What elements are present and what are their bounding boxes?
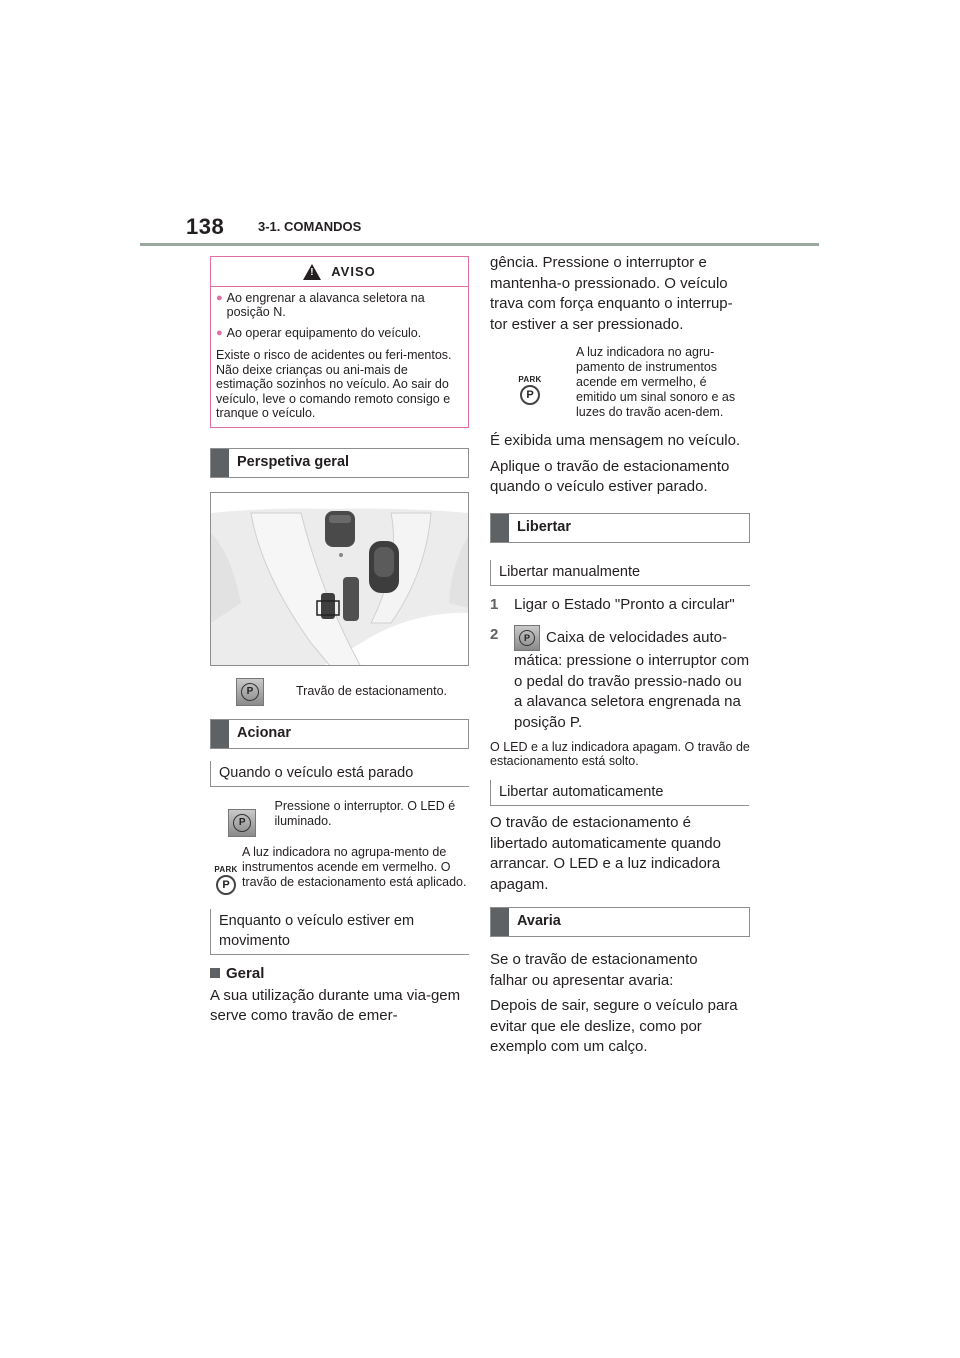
- lamp-text: A luz indicadora no agrupa-mento de instrumentos acende em vermelho. O travão de estacionamento está aplicado.: [242, 844, 467, 889]
- p-letter: P: [216, 875, 236, 895]
- release-note: O LED e a luz indicadora apagam. O travão de estacionamento está solto.: [490, 740, 750, 768]
- warning-box: [210, 256, 469, 428]
- step-number: 1: [490, 595, 499, 613]
- warning-title: AVISO: [331, 264, 376, 279]
- park-label: PARK: [518, 375, 542, 384]
- heading-bar: [491, 514, 509, 542]
- console-figure: [210, 492, 469, 666]
- parking-brake-switch-icon: [514, 625, 540, 651]
- step-text: Caixa de velocidades auto-mática: pressione o interruptor com o pedal do travão pressio-nado ou a alavanca seletora engrenada na posição P.: [514, 628, 750, 731]
- right-column: [490, 253, 750, 1058]
- warning-triangle-icon: [303, 264, 321, 280]
- heading-bar: [211, 720, 229, 748]
- general-bullet: [210, 965, 469, 982]
- message-text: É exibida uma mensagem no veículo.: [490, 432, 741, 449]
- icon-slot: [210, 799, 275, 837]
- bullet-dot-icon: ●: [216, 292, 223, 304]
- parking-brake-switch-icon: [236, 678, 264, 706]
- p-letter: P: [520, 385, 540, 405]
- operate-heading: [210, 719, 469, 749]
- overview-icon-row: [210, 678, 469, 706]
- warning-bullet: [211, 319, 468, 340]
- heading-bar: [491, 908, 509, 936]
- switch-text: Pressione o interruptor. O LED é iluminado.: [274, 798, 456, 828]
- release-heading: [490, 513, 750, 543]
- sub-heading-moving: Enquanto o veículo estiver em movimento: [210, 909, 469, 955]
- overview-icon-caption: Travão de estacionamento.: [296, 684, 448, 698]
- heading-bar: [211, 449, 229, 477]
- malfunction-heading-label: Avaria: [517, 913, 561, 929]
- malfunction-heading: [490, 907, 750, 937]
- step-number: 2: [490, 626, 499, 643]
- p-letter: P: [519, 630, 535, 646]
- inline-switch: [514, 625, 540, 651]
- release-step: [490, 595, 750, 616]
- warning-header: [211, 257, 468, 287]
- warning-bullet-text: Ao engrenar a alavanca seletora na posição N.: [226, 291, 425, 319]
- sub-heading-auto: Libertar automaticamente: [490, 780, 749, 806]
- p-letter: P: [241, 683, 259, 701]
- lamp-row: [210, 845, 469, 895]
- park-label: PARK: [214, 864, 238, 874]
- park-indicator-lamp-icon: [514, 375, 546, 405]
- overview-heading-label: Perspetiva geral: [237, 453, 350, 470]
- header-rule: [140, 243, 819, 246]
- operate-heading-label: Acionar: [237, 724, 291, 741]
- overview-heading: [210, 448, 469, 478]
- release-heading-label: Libertar: [517, 518, 571, 535]
- sub-heading-stopped: Quando o veículo está parado: [210, 761, 469, 787]
- console-illustration: [211, 493, 469, 666]
- icon-slot: [490, 345, 570, 405]
- p-letter: P: [233, 814, 251, 832]
- step-text: Ligar o Estado "Pronto a circular": [514, 595, 735, 613]
- release-step: [490, 625, 750, 733]
- lamp-text-right: A luz indicadora no agru-pamento de instrumentos acende em vermelho, é emitido um sinal sonoro e as luzes do travão acen-dem.: [576, 345, 736, 419]
- apply-text: Aplique o travão de estacionamento quando o veículo estiver parado.: [490, 457, 730, 495]
- parking-brake-switch-icon: [228, 809, 256, 837]
- switch-row: [210, 799, 469, 837]
- lamp-row-right: [490, 345, 750, 420]
- bullet-dot-icon: ●: [216, 327, 223, 339]
- section-title: 3-1. COMANDOS: [258, 219, 362, 234]
- warning-text: Existe o risco de acidentes ou feri-mentos. Não deixe crianças ou ani-mais de estimação sozinhos no veículo. Ao sair do veículo, leve o comando remoto consigo e tranque o veículo.: [216, 348, 452, 420]
- malfunction-text: Se o travão de estacionamento falhar ou apresentar avaria:: [490, 951, 698, 989]
- step-content: [514, 625, 750, 733]
- left-column: [210, 256, 469, 1027]
- icon-slot: [210, 845, 242, 895]
- warning-bullet: [211, 287, 468, 319]
- square-bullet-icon: [210, 968, 220, 978]
- malfunction-advice: Depois de sair, segure o veículo para evitar que ele deslize, como por exemplo com um calço.: [490, 997, 738, 1055]
- continued-text: gência. Pressione o interruptor e mantenha-o pressionado. O veículo trava com força enquanto o interrup-tor estiver a ser pressionado.: [490, 254, 733, 333]
- park-indicator-lamp-icon: [210, 865, 242, 895]
- icon-slot: [210, 678, 290, 706]
- auto-release-text: O travão de estacionamento é libertado automaticamente quando arrancar. O LED e a luz indicadora apagam.: [490, 814, 721, 893]
- page-number: 138: [186, 214, 225, 239]
- sub-heading-manual: Libertar manualmente: [490, 560, 750, 586]
- warning-bullet-text: Ao operar equipamento do veículo.: [226, 326, 422, 340]
- general-text: A sua utilização durante uma via-gem serve como travão de emer-: [210, 986, 461, 1024]
- general-bullet-label: Geral: [226, 964, 265, 982]
